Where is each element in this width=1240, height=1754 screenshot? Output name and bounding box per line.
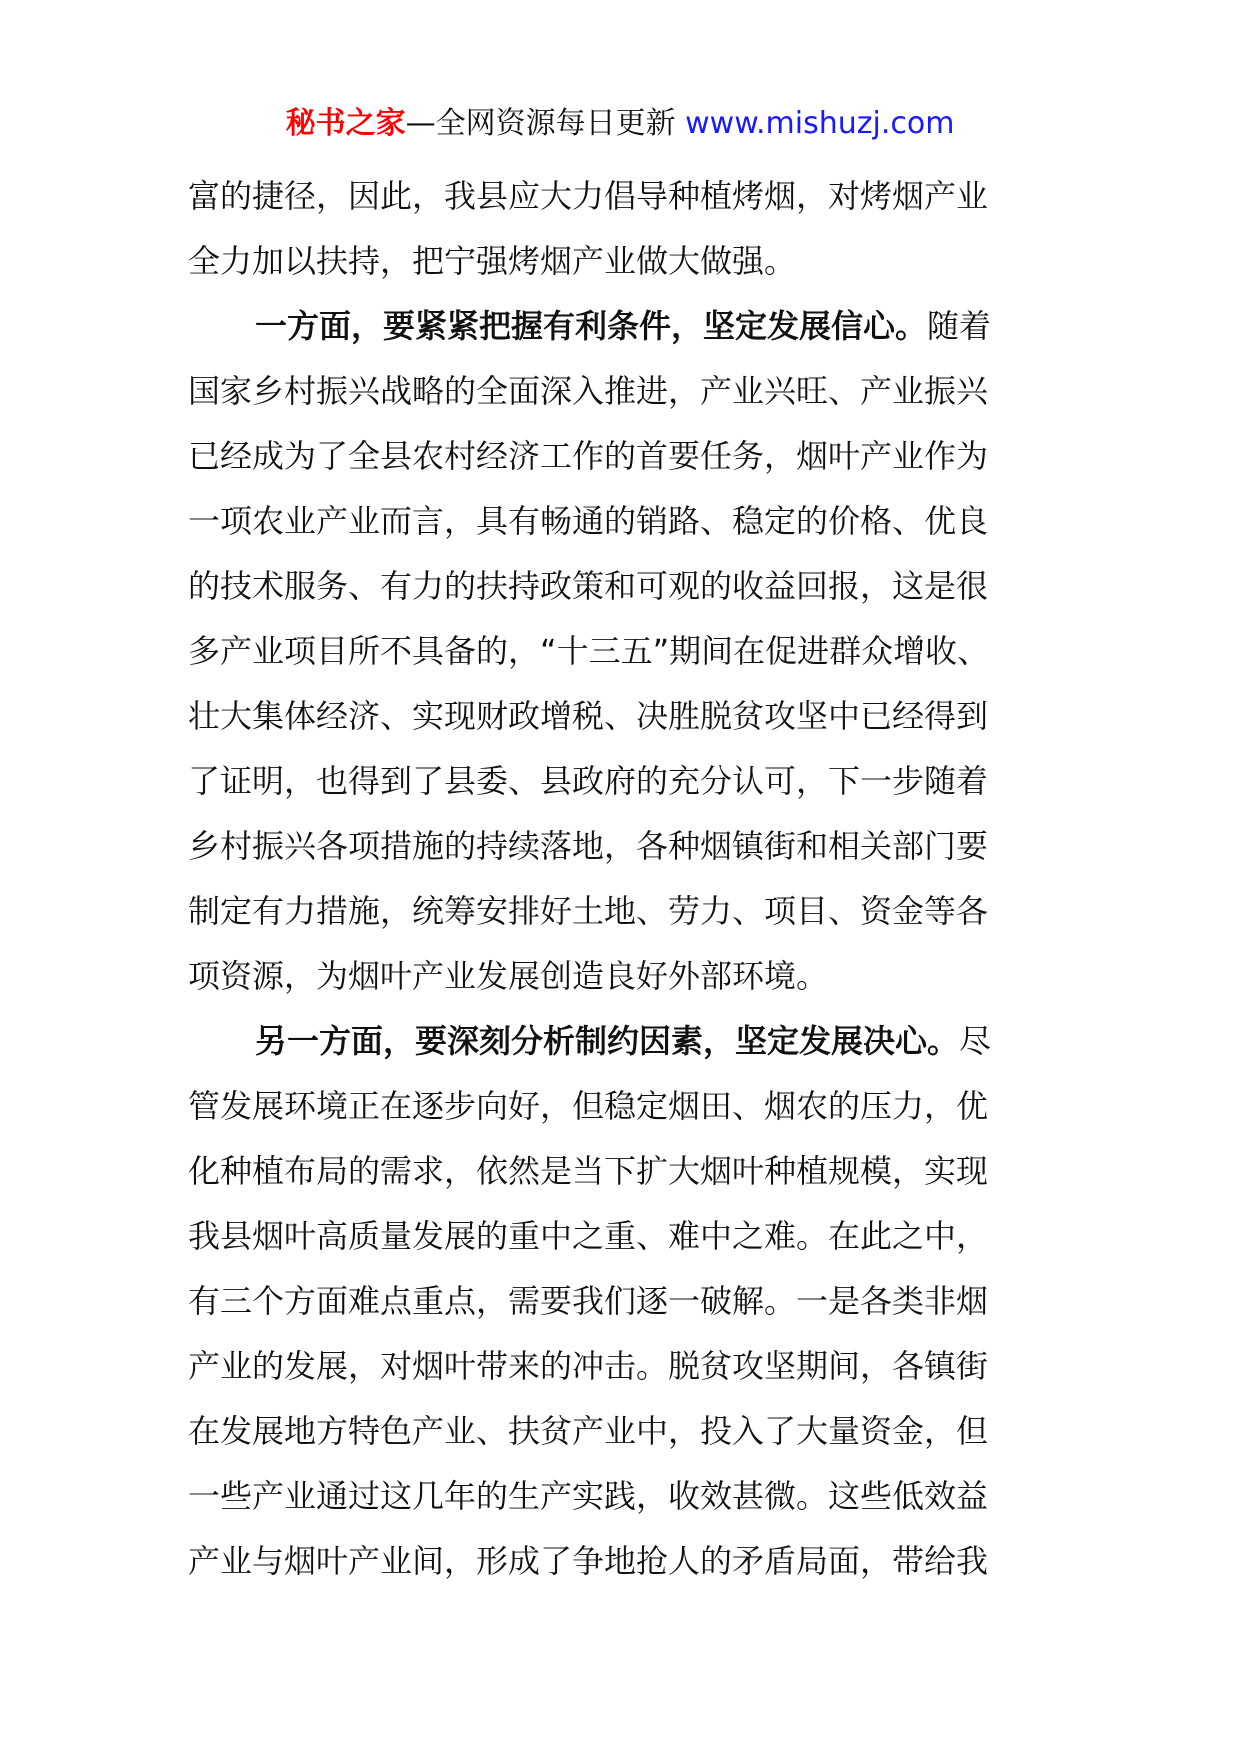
body-line: 我县烟叶高质量发展的重中之重、难中之难。在此之中， (188, 1217, 989, 1255)
paragraph-2-first-line (188, 1009, 1068, 1074)
body-line: 一项农业产业而言，具有畅通的销路、稳定的价格、优良 (188, 502, 989, 540)
body-line: 制定有力措施，统筹安排好土地、劳力、项目、资金等各 (188, 892, 989, 930)
body-line: 已经成为了全县农村经济工作的首要任务，烟叶产业作为 (188, 437, 989, 475)
paragraph-1-first-line (188, 294, 1068, 359)
body-line: 壮大集体经济、实现财政增税、决胜脱贫攻坚中已经得到 (188, 697, 989, 735)
brand-name: 秘书之家 (285, 106, 406, 141)
body-line: 管发展环境正在逐步向好，但稳定烟田、烟农的压力，优 (188, 1087, 989, 1125)
body-line: 产业的发展，对烟叶带来的冲击。脱贫攻坚期间，各镇街 (188, 1347, 989, 1385)
body-line: 一些产业通过这几年的生产实践，收效甚微。这些低效益 (188, 1477, 989, 1515)
body-line: 多产业项目所不具备的，“十三五”期间在促进群众增收、 (188, 632, 990, 670)
document-body (188, 164, 1068, 1594)
body-line: 了证明，也得到了县委、县政府的充分认可，下一步随着 (188, 762, 989, 800)
body-line: 的技术服务、有力的扶持政策和可观的收益回报，这是很 (188, 567, 989, 605)
body-line: 国家乡村振兴战略的全面深入推进，产业兴旺、产业振兴 (188, 372, 989, 410)
body-line: 富的捷径，因此，我县应大力倡导种植烤烟，对烤烟产业 (188, 177, 989, 215)
paragraph-1-first-rest: 随着 (927, 307, 992, 345)
body-line: 在发展地方特色产业、扶贫产业中，投入了大量资金，但 (188, 1412, 989, 1450)
body-line: 化种植布局的需求，依然是当下扩大烟叶种植规模，实现 (188, 1152, 989, 1190)
site-banner (0, 100, 1240, 148)
paragraph-2-first-rest: 尽 (959, 1022, 992, 1060)
body-line: 项资源，为烟叶产业发展创造良好外部环境。 (188, 957, 829, 995)
body-line: 全力加以扶持，把宁强烤烟产业做大做强。 (188, 242, 797, 280)
banner-tagline: —全网资源每日更新 (405, 106, 686, 141)
body-line: 产业与烟叶产业间，形成了争地抢人的矛盾局面，带给我 (188, 1542, 989, 1580)
site-url-link[interactable]: www.mishuzj.com (685, 106, 955, 141)
paragraph-1-lead: 一方面，要紧紧把握有利条件，坚定发展信心。 (255, 307, 928, 345)
body-line: 乡村振兴各项措施的持续落地，各种烟镇街和相关部门要 (188, 827, 989, 865)
paragraph-2-lead: 另一方面，要深刻分析制约因素，坚定发展决心。 (255, 1022, 960, 1060)
body-line: 有三个方面难点重点，需要我们逐一破解。一是各类非烟 (188, 1282, 989, 1320)
